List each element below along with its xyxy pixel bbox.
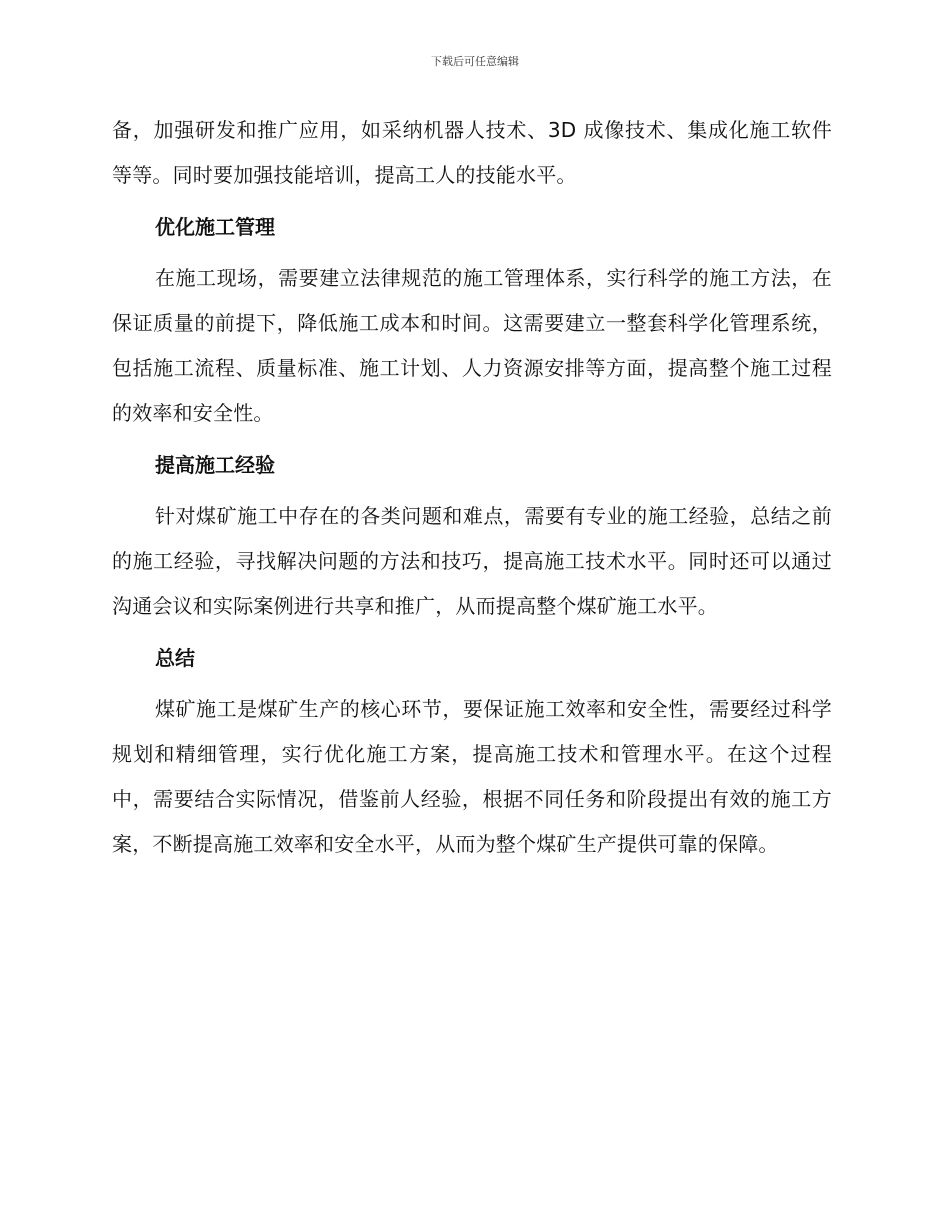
section-paragraph-optimize-management: 在施工现场，需要建立法律规范的施工管理体系，实行科学的施工方法，在保证质量的前提下，降低施工成本和时间。这需要建立一整套科学化管理系统，包括施工流程、质量标准、施工计划、人力资源安排等方面，提高整个施工过程的效率和安全性。 [112, 266, 832, 425]
continued-paragraph: 备，加强研发和推广应用，如采纳机器人技术、3D 成像技术、集成化施工软件等等。同时要加强技能培训，提高工人的技能水平。 [112, 118, 832, 187]
section-paragraph-summary: 煤矿施工是煤矿生产的核心环节，要保证施工效率和安全性，需要经过科学规划和精细管理，实行优化施工方案，提高施工技术和管理水平。在这个过程中，需要结合实际情况，借鉴前人经验，根据不同任务和阶段提出有效的施工方案，不断提高施工效率和安全水平，从而为整个煤矿生产提供可靠的保障。 [112, 697, 832, 856]
section-heading-improve-experience: 提高施工经验 [155, 453, 275, 477]
section-heading-summary: 总结 [155, 646, 195, 670]
section-paragraph-improve-experience: 针对煤矿施工中存在的各类问题和难点，需要有专业的施工经验，总结之前的施工经验，寻找解决问题的方法和技巧，提高施工技术水平。同时还可以通过沟通会议和实际案例进行共享和推广，从而提高整个煤矿施工水平。 [112, 504, 832, 618]
section-heading-optimize-management: 优化施工管理 [155, 215, 275, 239]
document-body [112, 108, 832, 867]
page-header-note: 下载后可任意编辑 [431, 55, 519, 68]
